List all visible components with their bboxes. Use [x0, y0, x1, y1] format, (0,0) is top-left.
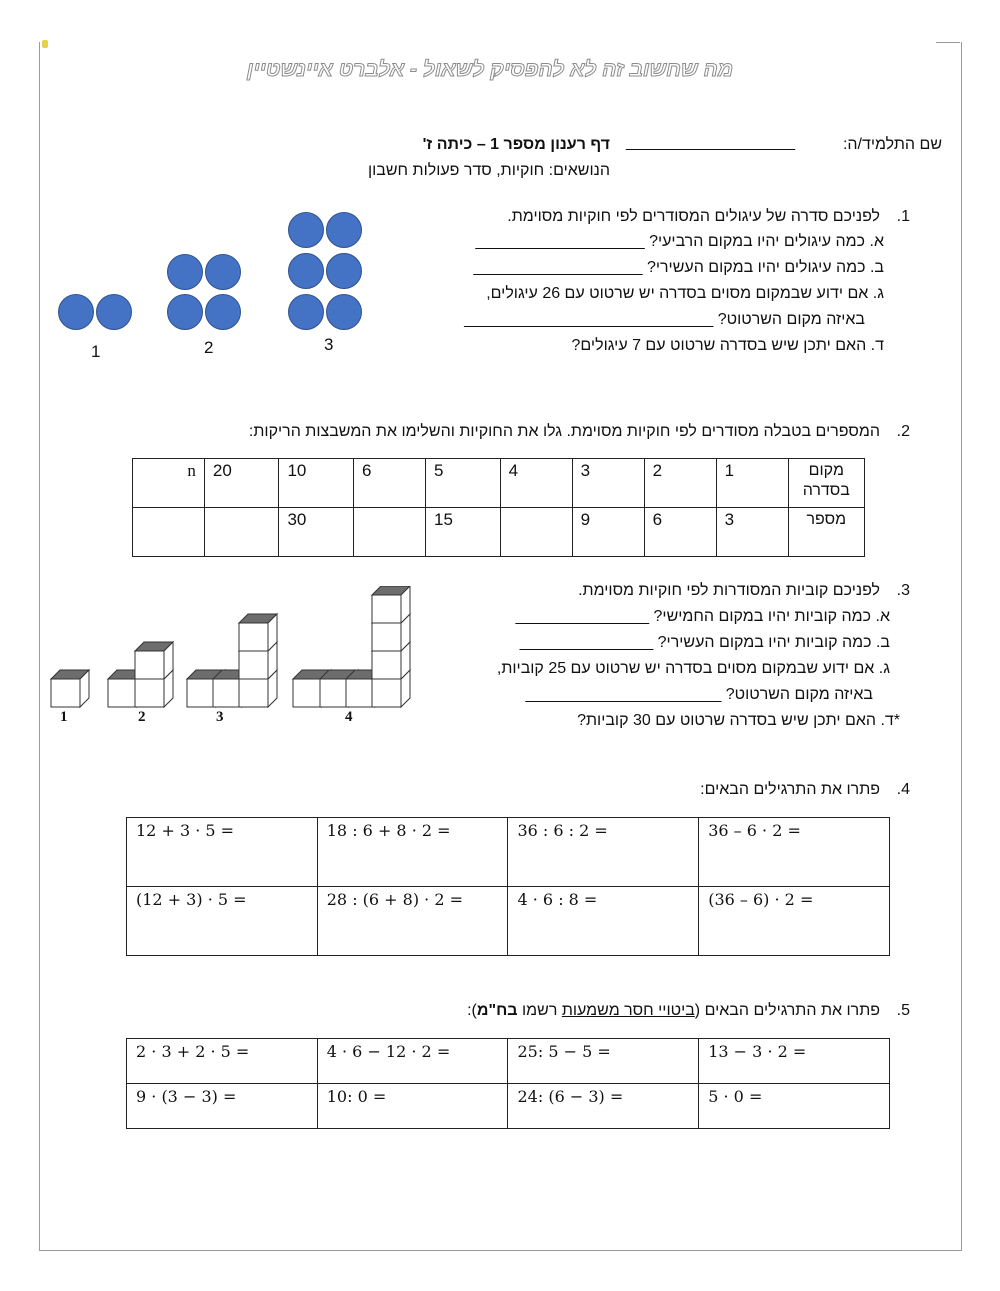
table-cell: 6: [354, 459, 426, 508]
exercise-cell[interactable]: 25: 5 − 5 =: [508, 1039, 699, 1084]
table-cell: 20: [204, 459, 279, 508]
exercise-cell[interactable]: (12 + 3) · 5 =: [127, 887, 318, 956]
table-cell: 30: [279, 508, 354, 557]
exercise-cell[interactable]: 36 : 6 : 2 =: [508, 818, 699, 887]
q1-number: 1.: [896, 208, 910, 225]
exercise-cell[interactable]: (36 – 6) · 2 =: [699, 887, 890, 956]
exercise-cell[interactable]: 2 · 3 + 2 · 5 =: [127, 1039, 318, 1084]
exercise-cell[interactable]: 28 : (6 + 8) · 2 =: [317, 887, 508, 956]
figure-label: 1: [91, 342, 101, 361]
circle: [96, 294, 132, 330]
exercise-cell[interactable]: 13 − 3 · 2 =: [699, 1039, 890, 1084]
q5-title-part: ):: [467, 1002, 477, 1019]
q3-item-c-continued: באיזה מקום השרטוט? ______________________: [525, 686, 873, 703]
circle: [326, 294, 362, 330]
q3-item-d: *ד. האם יתכן שיש בסדרה שרטוט עם 30 קוביות?: [577, 712, 900, 729]
table-row: [133, 459, 865, 508]
table-answer-cell[interactable]: [204, 508, 279, 557]
figure-label: 2: [204, 338, 214, 357]
figure-label: 3: [216, 709, 224, 725]
circle: [288, 212, 324, 248]
figure-label: 3: [324, 335, 334, 354]
exercise-cell[interactable]: 18 : 6 + 8 · 2 =: [317, 818, 508, 887]
table-answer-cell[interactable]: [500, 508, 572, 557]
q2-number: 2.: [896, 423, 910, 440]
q5-title-part: פתרו את התרגילים הבאים (: [694, 1002, 880, 1019]
table-cell: 9: [572, 508, 644, 557]
cube: [372, 586, 410, 623]
q1-item-c-continued: באיזה מקום השרטוט? ____________________________: [464, 311, 865, 328]
table-cell: 3: [716, 508, 788, 557]
table-cell: 3: [572, 459, 644, 508]
q5-title-underlined: ביטויי חסר משמעות: [561, 1002, 695, 1019]
cube: [239, 614, 277, 651]
table-row: [127, 1084, 890, 1129]
table-answer-cell[interactable]: [133, 508, 205, 557]
q3-item-c: ג. אם ידוע שבמקום מסוים בסדרה יש שרטוט עם 25 קוביות,: [496, 660, 890, 677]
table-row: [133, 508, 865, 557]
q4-title: פתרו את התרגילים הבאים:: [700, 781, 880, 798]
q3-number: 3.: [896, 582, 910, 599]
figure-label: 2: [138, 709, 146, 725]
q3-title: לפניכם קוביות המסודרות לפי חוקיות מסוימת.: [578, 582, 880, 599]
q4-number: 4.: [896, 781, 910, 798]
table-row: [127, 1039, 890, 1084]
table-cell: 1: [716, 459, 788, 508]
topics-line: הנושאים: חוקיות, סדר פעולות חשבון: [367, 162, 610, 179]
cube: [51, 670, 89, 707]
exercise-cell[interactable]: 9 · (3 − 3) =: [127, 1084, 318, 1129]
student-name-label: שם התלמיד/ה:: [842, 136, 942, 153]
table-row: [127, 818, 890, 887]
cubes-figure: [44, 586, 424, 728]
q3-item-b: ב. כמה קוביות יהיו במקום העשירי? _______________: [519, 634, 890, 651]
pin-icon: [42, 40, 48, 48]
exercises-table-5: [126, 1038, 890, 1129]
table-cell: 5: [426, 459, 501, 508]
student-name-blank[interactable]: ___________________: [626, 134, 796, 151]
table-cell: 2: [644, 459, 716, 508]
q1-item-a: א. כמה עיגולים יהיו במקום הרביעי? ___________________: [475, 233, 884, 250]
table-row-header: מקום בסדרה: [788, 459, 864, 508]
q1-item-c: ג. אם ידוע שבמקום מסוים בסדרה יש שרטוט עם 26 עיגולים,: [486, 285, 884, 302]
exercise-cell[interactable]: 4 · 6 − 12 · 2 =: [317, 1039, 508, 1084]
exercise-cell[interactable]: 12 + 3 · 5 =: [127, 818, 318, 887]
figure-label: 1: [60, 709, 68, 725]
circle: [288, 294, 324, 330]
circle: [205, 294, 241, 330]
sequence-table: [132, 458, 865, 557]
q1-item-b: ב. כמה עיגולים יהיו במקום העשירי? ___________________: [473, 259, 884, 276]
q1-title: לפניכם סדרה של עיגולים המסודרים לפי חוקיות מסוימת.: [507, 208, 880, 225]
exercise-cell[interactable]: 24: (6 − 3) =: [508, 1084, 699, 1129]
table-cell: 6: [644, 508, 716, 557]
figure-label: 4: [345, 709, 353, 725]
q2-title: המספרים בטבלה מסודרים לפי חוקיות מסוימת. גלו את החוקיות והשלימו את המשבצות הריקות:: [248, 423, 880, 440]
exercise-cell[interactable]: 10: 0 =: [317, 1084, 508, 1129]
circle: [167, 294, 203, 330]
exercise-cell[interactable]: 5 · 0 =: [699, 1084, 890, 1129]
exercise-cell[interactable]: 36 – 6 · 2 =: [699, 818, 890, 887]
circle: [205, 254, 241, 290]
q1-item-d: ד. האם יתכן שיש בסדרה שרטוט עם 7 עיגולים?: [571, 337, 884, 354]
circle: [326, 212, 362, 248]
table-cell: 4: [500, 459, 572, 508]
q5-number: 5.: [896, 1002, 910, 1019]
motto-title: מה שחשוב זה לא להפסיק לשאול - אלברט איינשטיין: [246, 58, 734, 81]
circle: [326, 253, 362, 289]
circle: [167, 254, 203, 290]
exercise-cell[interactable]: 4 · 6 : 8 =: [508, 887, 699, 956]
q5-title: [300, 998, 880, 1024]
table-row-header: מספר: [788, 508, 864, 557]
table-answer-cell[interactable]: [354, 508, 426, 557]
q5-title-bold: בח"מ: [476, 1002, 518, 1019]
table-cell: n: [133, 459, 205, 508]
table-cell: 10: [279, 459, 354, 508]
circle: [288, 253, 324, 289]
cube: [135, 642, 173, 679]
circle: [58, 294, 94, 330]
table-row: [127, 887, 890, 956]
table-cell: 15: [426, 508, 501, 557]
q3-item-a: א. כמה קוביות יהיו במקום החמישי? _______________: [515, 608, 890, 625]
exercises-table-4: [126, 817, 890, 956]
sheet-title: דף רענון מספר 1 – כיתה ז': [422, 136, 610, 153]
page-corner-fold: [936, 42, 960, 57]
q5-title-part: רשמו: [517, 1002, 562, 1019]
